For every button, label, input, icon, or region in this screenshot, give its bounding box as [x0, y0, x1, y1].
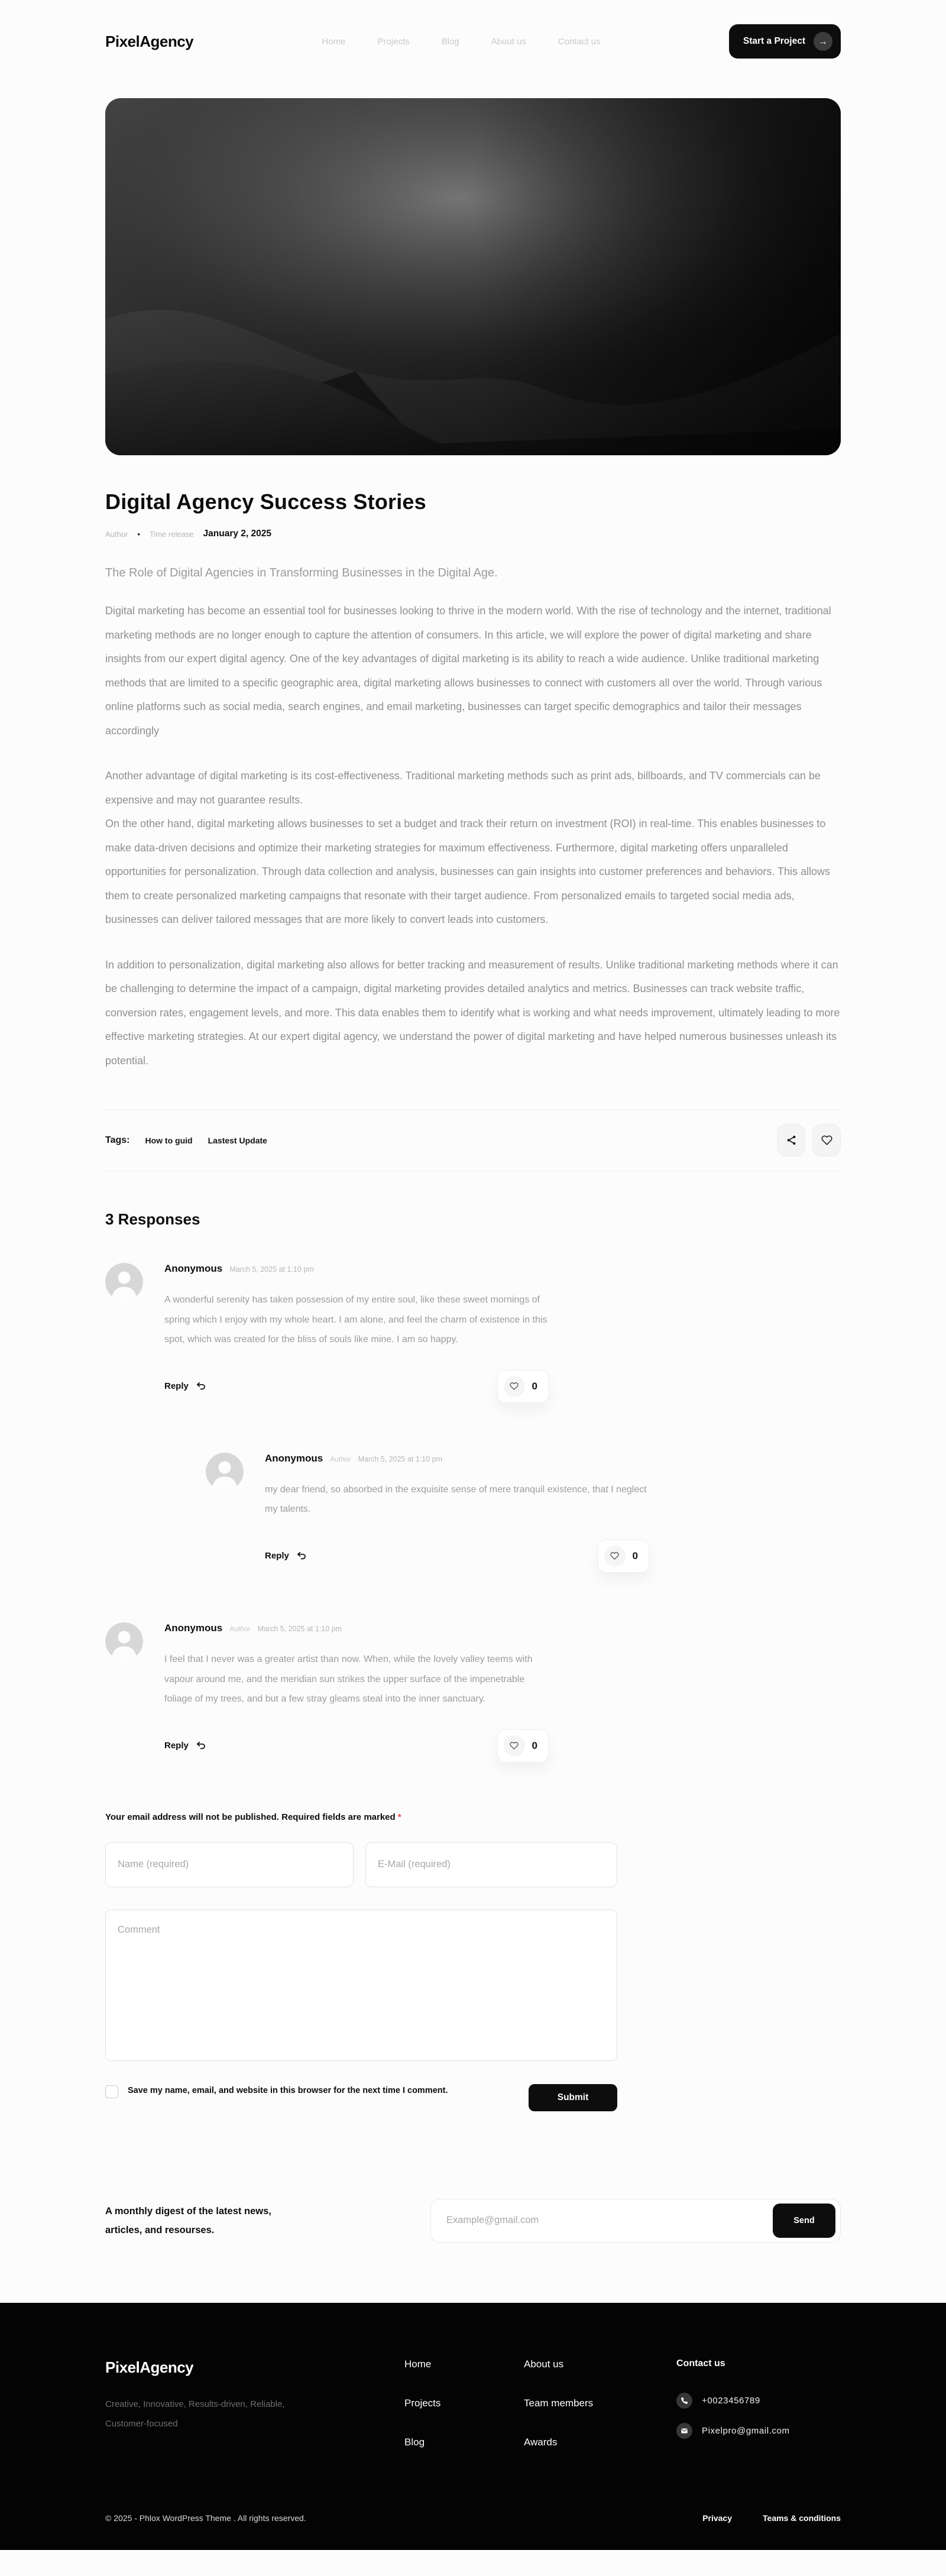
comment-like-button[interactable] [497, 1370, 549, 1403]
save-info-row [105, 2084, 459, 2098]
logo[interactable]: PixelAgency [105, 32, 194, 50]
legal-link[interactable]: Teams & conditions [763, 2513, 841, 2523]
nav-link[interactable]: Blog [441, 36, 459, 47]
send-button[interactable]: Send [773, 2204, 835, 2238]
avatar [105, 1622, 143, 1660]
tag-link[interactable]: Lastest Update [208, 1135, 267, 1145]
reply-button[interactable] [164, 1741, 206, 1751]
article-paragraph: In addition to personalization, digital marketing also allows for better tracking and measurement of results. Unlike traditional marketing methods where it can be challenging to determine the impact of a campaign, digital marketing provides detailed analytics and metrics. Businesses can track website traffic, conversion rates, engagement levels, and more. This data enables them to identify what is working and what needs improvement, ultimately leading to more effective marketing strategies. At our expert digital agency, we understand the power of digital marketing and have helped numerous businesses unleash its potential. [105, 958, 840, 1067]
comment-foot [265, 1540, 649, 1573]
author-label: Author [105, 529, 128, 539]
reply-button[interactable] [164, 1381, 206, 1391]
share-actions [777, 1124, 841, 1156]
person-icon [105, 1263, 143, 1301]
nav-link[interactable]: Contact us [558, 36, 601, 47]
avatar [105, 1263, 143, 1301]
nav-link[interactable]: About us [491, 36, 526, 47]
tag-link[interactable]: How to guid [145, 1135, 193, 1145]
form-grid [105, 1842, 617, 1887]
comment-date: March 5, 2025 at 1:10 pm [229, 1265, 314, 1274]
responses-section [105, 1210, 841, 2111]
site-footer [0, 2303, 946, 2550]
comment [206, 1453, 841, 1573]
contact-email: Pixelpro@gmail.com [702, 2425, 790, 2436]
email-field[interactable] [365, 1842, 617, 1887]
contact-phone-row[interactable] [676, 2393, 790, 2409]
reply-arrow-icon [196, 1741, 206, 1751]
reply-arrow-icon [196, 1382, 206, 1391]
post-subtitle: The Role of Digital Agencies in Transforming Businesses in the Digital Age. [105, 566, 498, 579]
comment-author-name: Anonymous [265, 1452, 323, 1464]
required-asterisk: * [397, 1812, 401, 1822]
comment-like-button[interactable] [497, 1729, 549, 1762]
tags-label: Tags: [105, 1135, 130, 1145]
arrow-right-icon: → [814, 32, 832, 51]
nav-link[interactable]: Projects [377, 36, 410, 47]
comment-author-name: Anonymous [164, 1263, 223, 1274]
footer-link[interactable]: About us [524, 2358, 564, 2370]
comment-form [105, 1812, 617, 2111]
abstract-waves-graphic [105, 98, 841, 455]
person-icon [206, 1453, 244, 1490]
like-count: 0 [532, 1739, 537, 1751]
comment-foot [164, 1370, 549, 1403]
form-note-text: Your email address will not be published. Required fields are marked [105, 1812, 396, 1822]
newsletter-email-input[interactable] [431, 2215, 773, 2226]
footer-brand [105, 2358, 404, 2475]
comment-body [164, 1622, 549, 1762]
comment-date: March 5, 2025 at 1:10 pm [358, 1454, 443, 1463]
contact-phone: +0023456789 [702, 2395, 760, 2406]
comment-head [164, 1622, 549, 1634]
heart-icon [504, 1735, 525, 1757]
share-button[interactable] [777, 1124, 805, 1156]
footer-bottom-bar [105, 2475, 841, 2550]
comment-head [265, 1453, 649, 1464]
legal-links [702, 2513, 841, 2523]
article-paragraph: Digital marketing has become an essential tool for businesses looking to thrive in the modern world. With the rise of technology and the internet, traditional marketing methods are no longer enough to capture the attention of consumers. In this article, we will explore the power of digital marketing and share insights from our expert digital agency. One of the key advantages of digital marketing is its ability to reach a wide audience. Unlike traditional marketing methods that are limited to a specific geographic area, digital marketing allows businesses to connect with customers all over the world. Through various online platforms such as social media, search engines, and email marketing, businesses can target specific demographics and tailor their messages accordingly [105, 605, 831, 737]
save-info-label: Save my name, email, and website in this browser for the next time I comment. [128, 2085, 448, 2095]
newsletter-box [430, 2199, 841, 2243]
footer-link[interactable]: Team members [524, 2397, 594, 2409]
post-meta [105, 529, 841, 539]
author-badge: Author [330, 1454, 351, 1463]
heart-icon [604, 1545, 626, 1567]
comment-body [164, 1263, 549, 1403]
comment-body [265, 1453, 649, 1573]
comment-author-name: Anonymous [164, 1622, 223, 1634]
like-count: 0 [632, 1550, 638, 1561]
reply-label: Reply [164, 1741, 189, 1751]
footer-logo[interactable]: PixelAgency [105, 2358, 194, 2376]
article-main [105, 490, 841, 2243]
footer-link[interactable]: Awards [524, 2436, 558, 2448]
comment-text: A wonderful serenity has taken possession of my entire soul, like these sweet mornings of spring which I enjoy with my whole heart. I am alone, and feel the charm of existence in this spot, which was created for the bliss of souls like mine. I am so happy. [164, 1295, 547, 1345]
comment-foot [164, 1729, 549, 1762]
hero-image [105, 98, 841, 455]
comment-text: my dear friend, so absorbed in the exquisite sense of mere tranquil existence, that I neglect my talents. [265, 1484, 647, 1515]
site-header [0, 0, 946, 83]
form-footer [105, 2084, 617, 2111]
responses-title: 3 Responses [105, 1210, 200, 1228]
reply-arrow-icon [296, 1551, 307, 1561]
comment-field[interactable] [105, 1910, 617, 2061]
reply-label: Reply [265, 1551, 289, 1561]
comment-date: March 5, 2025 at 1:10 pm [257, 1624, 342, 1633]
meta-separator: • [137, 529, 140, 539]
footer-links-col1 [404, 2358, 524, 2475]
tags-row [105, 1110, 841, 1171]
comment [105, 1622, 841, 1762]
contact-us-title: Contact us [676, 2358, 725, 2368]
share-icon [786, 1135, 797, 1146]
main-nav [193, 37, 729, 47]
avatar [206, 1453, 244, 1490]
article-body [105, 599, 841, 1072]
time-release-label: Time release [149, 529, 194, 539]
tag-links [145, 1136, 777, 1145]
footer-content [105, 2303, 841, 2475]
reply-label: Reply [164, 1381, 189, 1392]
comment-like-button[interactable] [598, 1540, 649, 1573]
footer-contact [676, 2358, 790, 2475]
like-count: 0 [532, 1380, 537, 1392]
legal-link[interactable]: Privacy [702, 2513, 733, 2523]
article-paragraph: On the other hand, digital marketing allows businesses to set a budget and track their return on investment (ROI) in real-time. This enables businesses to make data-driven decisions and optimize their marketing strategies for maximum effectiveness. Furthermore, digital marketing offers unparalleled opportunities for personalization. Through data collection and analysis, businesses can gain insights into customer preferences and behaviors. This allows them to create personalized marketing campaigns that resonate with their target audience. From personalized emails to targeted social media ads, businesses can deliver tailored messages that are more likely to convert leads into customers. [105, 818, 831, 925]
person-icon [105, 1622, 143, 1660]
publish-date: January 2, 2025 [203, 529, 272, 539]
save-info-checkbox[interactable] [105, 2085, 118, 2098]
mail-icon [676, 2423, 692, 2439]
cta-label: Start a Project [743, 36, 805, 46]
comments-list [105, 1263, 841, 1762]
form-note [105, 1812, 617, 1822]
start-a-project-button[interactable] [729, 24, 841, 59]
footer-link[interactable]: Blog [404, 2436, 425, 2448]
newsletter-section [105, 2199, 841, 2243]
comment [105, 1263, 841, 1403]
reply-button[interactable] [265, 1551, 307, 1561]
phone-icon [676, 2393, 692, 2409]
nav-link[interactable]: Home [322, 36, 346, 47]
newsletter-text: A monthly digest of the latest news, articles, and resourses. [105, 2205, 271, 2235]
heart-icon [821, 1135, 832, 1146]
contact-email-row[interactable] [676, 2423, 790, 2439]
like-button[interactable] [812, 1124, 841, 1156]
heart-icon [504, 1376, 525, 1397]
name-field[interactable] [105, 1842, 354, 1887]
copyright-text: © 2025 - Phlox WordPress Theme . All rights reserved. [105, 2513, 306, 2523]
article-paragraph: Another advantage of digital marketing is its cost-effectiveness. Traditional marketing methods such as print ads, billboards, and TV commercials can be expensive and may not guarantee results. [105, 770, 821, 806]
footer-links-col2 [524, 2358, 676, 2475]
author-badge: Author [229, 1624, 251, 1633]
comment-head [164, 1263, 549, 1275]
footer-tagline: Creative, Innovative, Results-driven, Reliable, Customer-focused [105, 2399, 285, 2429]
submit-button[interactable]: Submit [529, 2084, 617, 2111]
page-title: Digital Agency Success Stories [105, 490, 426, 514]
footer-link[interactable]: Home [404, 2358, 432, 2370]
comment-text: I feel that I never was a greater artist than now. When, while the lovely valley teems with vapour around me, and the meridian sun strikes the upper surface of the impenetrable foliage of my trees, and but a few stray gleams steal into the inner sanctuary. [164, 1654, 533, 1705]
footer-link[interactable]: Projects [404, 2397, 441, 2409]
